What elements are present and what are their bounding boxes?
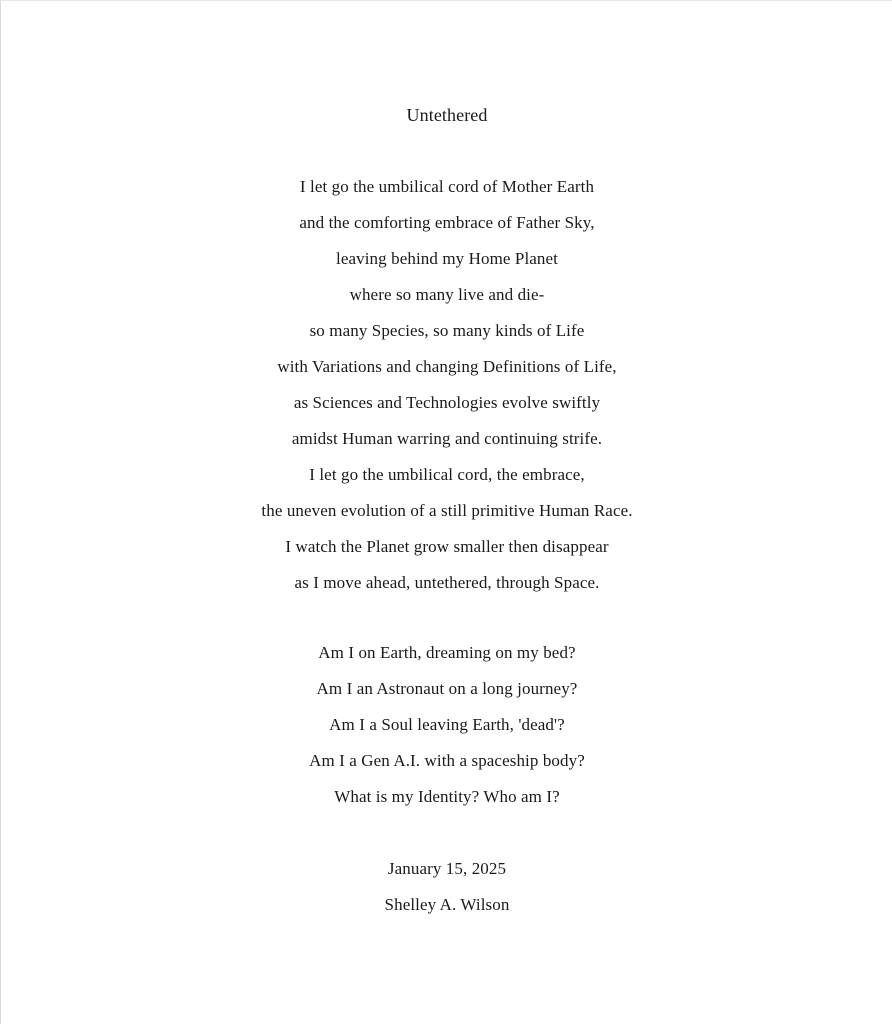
poem-line: I watch the Planet grow smaller then disappear	[285, 537, 609, 556]
poem-line: Am I an Astronaut on a long journey?	[316, 679, 578, 698]
poem-title: Untethered	[406, 105, 488, 125]
poem-line: as I move ahead, untethered, through Space.	[294, 573, 600, 592]
poem-author: Shelley A. Wilson	[384, 895, 510, 914]
poem-line: What is my Identity? Who am I?	[334, 787, 560, 806]
poem-line: Am I a Soul leaving Earth, 'dead'?	[329, 715, 565, 734]
poem-line: Am I a Gen A.I. with a spaceship body?	[309, 751, 585, 770]
poem-line: where so many live and die-	[349, 285, 545, 304]
poem-line: I let go the umbilical cord of Mother Earth	[299, 177, 595, 196]
poem-line: leaving behind my Home Planet	[336, 249, 558, 268]
poem-line: amidst Human warring and continuing strife.	[291, 429, 603, 448]
poem-line: with Variations and changing Definitions of Life,	[277, 357, 617, 376]
poem-line: Am I on Earth, dreaming on my bed?	[318, 643, 576, 662]
poem-date: January 15, 2025	[387, 859, 507, 878]
poem-line: and the comforting embrace of Father Sky,	[299, 213, 595, 232]
poem-line: I let go the umbilical cord, the embrace,	[309, 465, 585, 484]
poem-line: as Sciences and Technologies evolve swiftly	[293, 393, 601, 412]
poem-line: the uneven evolution of a still primitive Human Race.	[261, 501, 633, 520]
poem-line: so many Species, so many kinds of Life	[309, 321, 585, 340]
